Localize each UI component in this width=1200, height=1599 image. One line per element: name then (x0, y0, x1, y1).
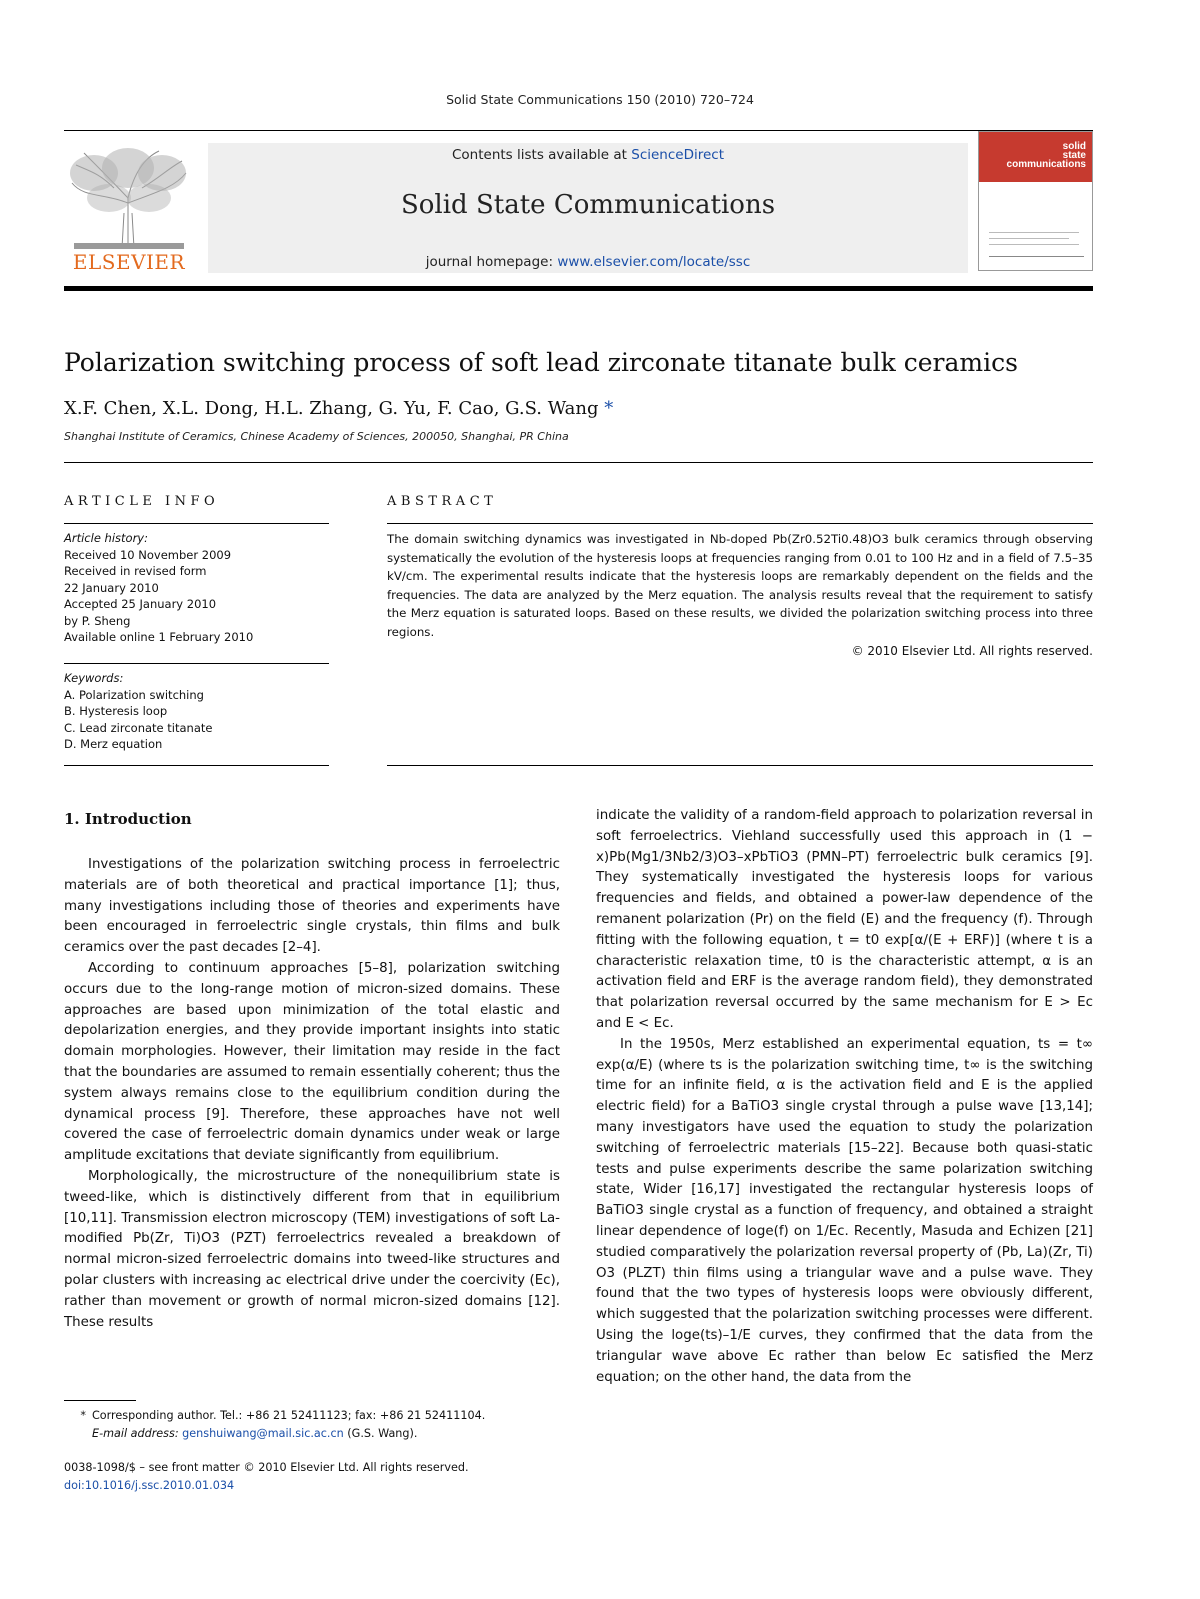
keyword-item: D. Merz equation (64, 737, 163, 751)
footnote (64, 1407, 485, 1443)
section-heading: 1. Introduction (64, 810, 192, 828)
footnote-email (64, 1425, 485, 1443)
doi-link[interactable]: doi:10.1016/j.ssc.2010.01.034 (64, 1479, 235, 1492)
cover-line (989, 232, 1079, 233)
journal-citation: Solid State Communications 150 (2010) 720–724 (446, 92, 754, 107)
issn-line: 0038-1098/$ – see front matter © 2010 Elsevier Ltd. All rights reserved. (64, 1461, 469, 1474)
body-paragraph: According to continuum approaches [5–8], polarization switching occurs due to the long-range motion of micron-sized domains. These approaches are based upon minimization of the total elastic and depolarization energies, and they provide important insights into static domain morphologies. However, their limitation may reside in the fact that the boundaries are assumed to remain essentially coherent; thus the system always remains close to the equilibrium condition during the dynamical process [9]. Therefore, these approaches have not well covered the case of ferroelectric domain dynamics under weak or large amplitude excitations that deviate significantly from equilibrium. (64, 960, 560, 1164)
keywords-block (64, 670, 329, 753)
elsevier-wordmark: ELSEVIER (72, 250, 186, 274)
history-item: Received 10 November 2009 (64, 547, 232, 562)
homepage-link[interactable]: www.elsevier.com/locate/ssc (557, 254, 751, 270)
abstract-bottom-rule (387, 765, 1093, 766)
body-paragraph: indicate the validity of a random-field approach to polarization reversal in soft ferroelectrics. Viehland successfully used this approach in (1 − x)Pb(Mg1/3Nb2/3)O3–xPbTiO3 (PMN–PT) ferroelectric bulk ceramics [9]. They systematically investigated the hysteresis loops for various frequencies and fields, and obtained a power-law dependence of the remanent polarization (Pr) on the field (E) and the frequency (f). Through fitting with the following equation, t = t0 exp[α/(E + ERF)] (where t is a characteristic relaxation time, t0 is the characteristic attempt, α is an activation field and ERF is the average random field), they demonstrated that polarization reversal occurred by the same mechanism for E > Ec and E < Ec. (596, 808, 1093, 1031)
header-thick-rule (64, 286, 1093, 291)
paper-title: Polarization switching process of soft lead zirconate titanate bulk ceramics (64, 348, 1018, 377)
history-item: Accepted 25 January 2010 (64, 597, 217, 611)
cover-line (989, 256, 1084, 257)
header-top-rule (64, 130, 1093, 131)
title-bottom-rule (64, 462, 1093, 463)
cover-line (989, 244, 1079, 245)
footnote-mark: * (80, 1409, 86, 1422)
info-bottom-rule (64, 765, 329, 766)
author-list (64, 398, 613, 419)
abstract-rule (387, 523, 1093, 524)
history-label: Article history: (64, 531, 148, 545)
cover-word: state (1062, 150, 1086, 161)
email-suffix: (G.S. Wang). (347, 1427, 418, 1440)
keyword-item: B. Hysteresis loop (64, 704, 168, 718)
footnote-corresponding (64, 1407, 485, 1425)
abstract-heading: ABSTRACT (387, 494, 498, 509)
article-info-heading: ARTICLE INFO (64, 494, 220, 509)
cover-line (989, 238, 1069, 239)
footnote-rule (64, 1400, 136, 1401)
contents-line (208, 147, 968, 163)
journal-cover-thumbnail (978, 131, 1093, 271)
right-column (596, 806, 1093, 1388)
email-label: E-mail address: (92, 1427, 179, 1440)
abstract-text: The domain switching dynamics was investigated in Nb-doped Pb(Zr0.52Ti0.48)O3 bulk ceramics through observing systematically the evolution of the hysteresis loops at frequencies ranging from 0.01 to 100 Hz and in a field of 7.5–35 kV/cm. The experimental results indicate that the hysteresis loops are remarkably dependent on the fields and the frequencies. The data are analyzed by the Merz equation. The analysis results reveal that the requirement to satisfy the Merz equation is saturated loops. Based on these results, we divided the polarization switching process into three regions. (387, 532, 1093, 639)
keyword-item: C. Lead zirconate titanate (64, 720, 213, 735)
left-column (64, 855, 560, 1333)
homepage-line (208, 254, 968, 270)
body-paragraph: Morphologically, the microstructure of the nonequilibrium state is tweed-like, which is distinctively different from that in equilibrium [10,11]. Transmission electron microscopy (TEM) investigations of soft La-modified Pb(Zr, Ti)O3 (PZT) ferroelectrics revealed a breakdown of normal micron-sized ferroelectric domains into tweed-like structures and polar clusters with increasing ac electrical drive under the coercivity (Ec), rather than movement or growth of normal micron-sized domains [12]. These results (64, 1168, 560, 1330)
authors-text: X.F. Chen, X.L. Dong, H.L. Zhang, G. Yu, F. Cao, G.S. Wang (64, 398, 599, 419)
email-link[interactable]: genshuiwang@mail.sic.ac.cn (182, 1427, 344, 1440)
keyword-item: A. Polarization switching (64, 687, 204, 702)
history-item: Available online 1 February 2010 (64, 630, 254, 644)
affiliation: Shanghai Institute of Ceramics, Chinese Academy of Sciences, 200050, Shanghai, PR China (64, 430, 569, 443)
journal-title: Solid State Communications (400, 190, 776, 220)
cover-title (1007, 142, 1086, 169)
history-item: by P. Sheng (64, 613, 131, 628)
corresponding-text: Corresponding author. Tel.: +86 21 52411123; fax: +86 21 52411104. (92, 1409, 486, 1422)
article-history (64, 530, 329, 646)
keywords-label: Keywords: (64, 671, 124, 685)
homepage-prefix: journal homepage: (425, 254, 558, 270)
abstract-copyright: © 2010 Elsevier Ltd. All rights reserved. (851, 644, 1093, 658)
body-paragraph: In the 1950s, Merz established an experimental equation, ts = t∞ exp(α/E) (where ts is the polarization switching time, t∞ is the switching time for an infinite field, α is the activation field and E is the applied electric field) for a BaTiO3 single crystal through a pulse wave [13,14]; many investigators have used the equation to study the polarization switching of ferroelectric materials [15–22]. Because both quasi-static tests and pulse experiments describe the same polarization switching state, Wider [16,17] investigated the rectangular hysteresis loops of BaTiO3 single crystal as a function of frequency, and obtained a straight linear dependence of loge(f) on 1/Ec. Recently, Masuda and Echizen [21] studied comparatively the polarization reversal property of (Pb, La)(Zr, Ti) O3 (PLZT) thin films using a triangular wave and a pulse wave. They found that the two types of hysteresis loops were obviously different, which suggested that the polarization switching processes were different. Using the loge(ts)–1/E curves, they confirmed that the data from the triangular wave above Ec rather than below Ec satisfied the Merz equation; on the other hand, the data from the (596, 1036, 1093, 1385)
corresponding-author-mark[interactable]: * (604, 398, 614, 419)
cover-word: solid (1062, 141, 1086, 152)
history-item: Received in revised form (64, 564, 207, 578)
history-item: 22 January 2010 (64, 580, 159, 595)
keywords-rule (64, 663, 329, 664)
cover-word: communications (1006, 159, 1086, 170)
body-paragraph: Investigations of the polarization switching process in ferroelectric materials are of both theoretical and practical importance [1]; thus, many investigations including those of theories and experiments have been encouraged in ferroelectric single crystals, thin films and bulk ceramics over the past decades [2–4]. (64, 857, 560, 956)
contents-prefix: Contents lists available at (451, 147, 632, 163)
sciencedirect-link[interactable]: ScienceDirect (631, 147, 725, 163)
article-info-rule (64, 523, 329, 524)
front-matter (64, 1459, 469, 1495)
